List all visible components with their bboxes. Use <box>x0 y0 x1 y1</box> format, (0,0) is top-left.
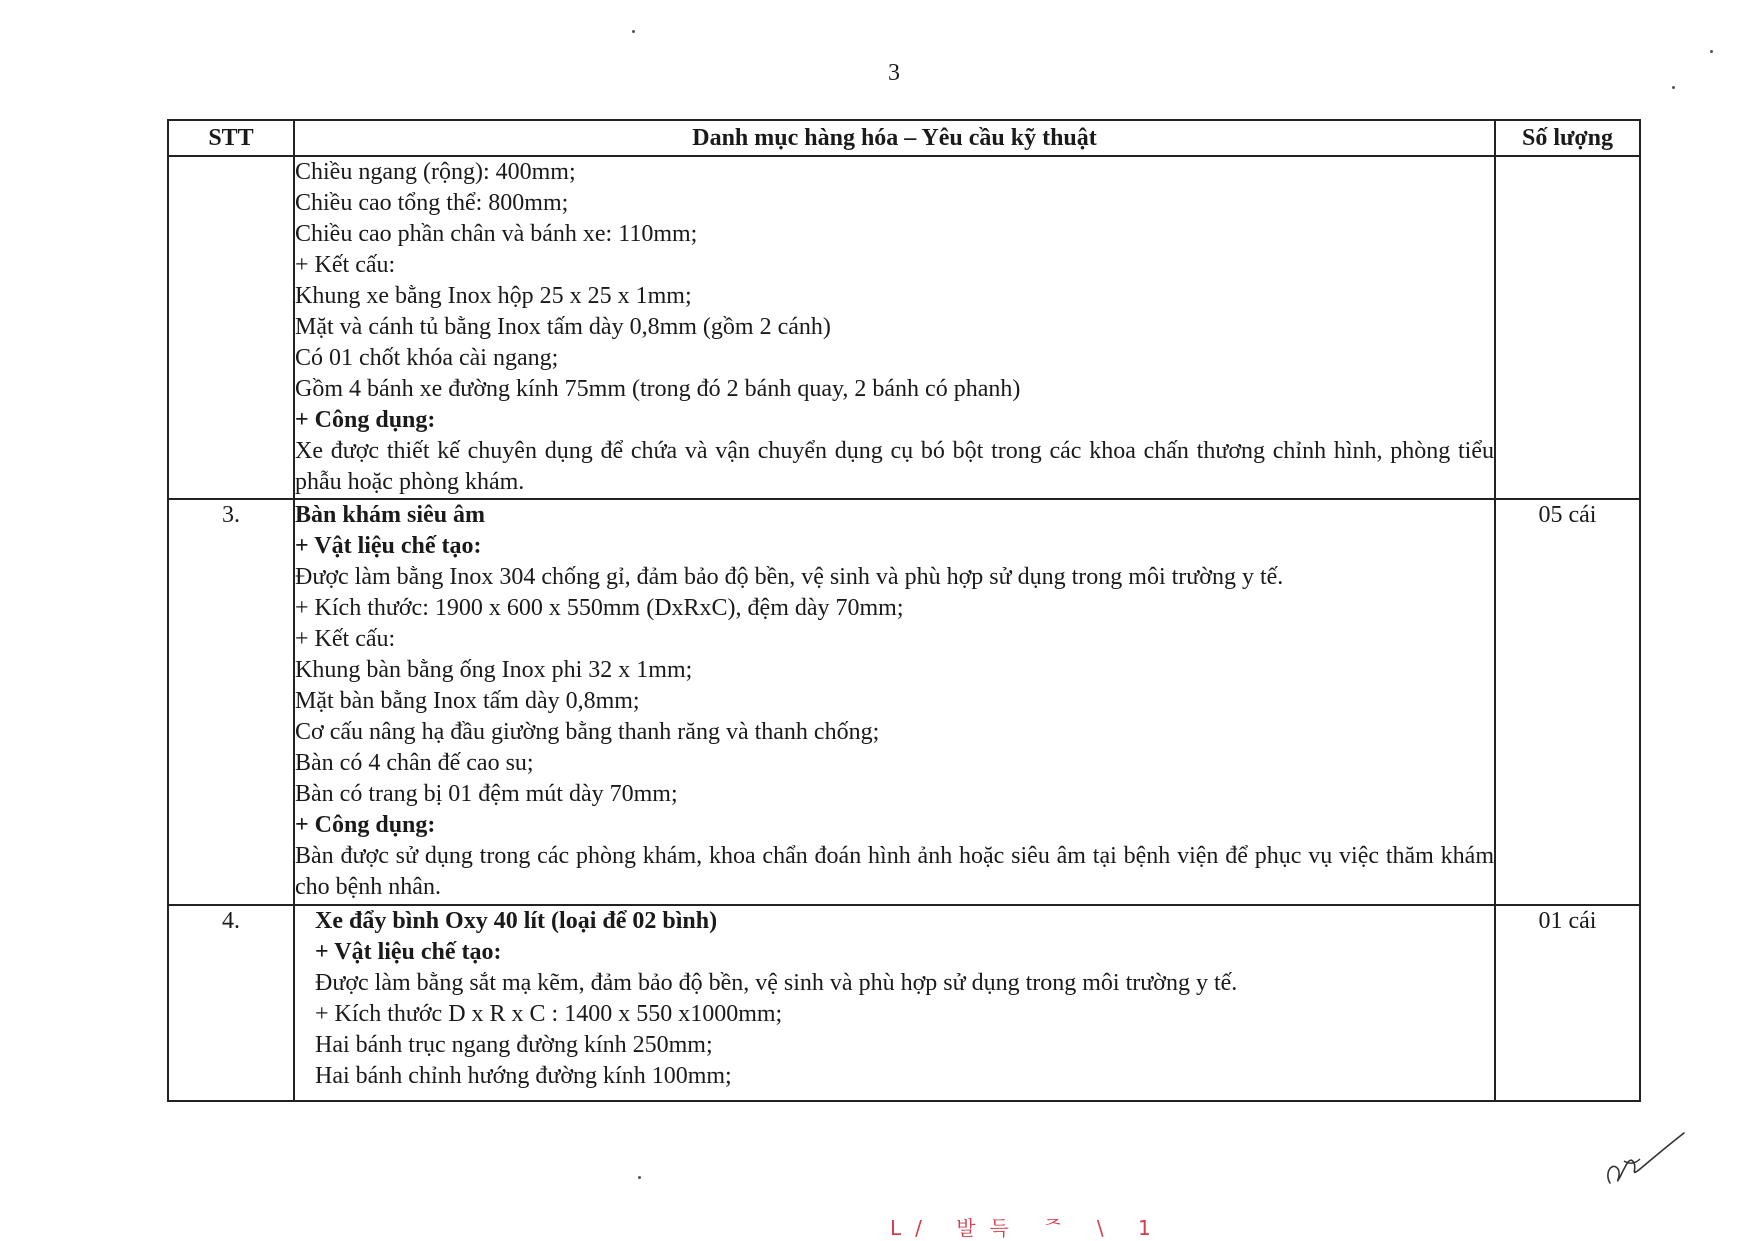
section-heading: + Vật liệu chế tạo: <box>295 533 482 559</box>
spec-line: Mặt bàn bằng Inox tấm dày 0,8mm; <box>295 688 640 714</box>
table-row <box>168 499 1640 905</box>
row-quantity: 01 cái <box>1495 905 1640 1101</box>
specification-table <box>167 119 1641 1102</box>
spec-line: Cơ cấu nâng hạ đầu giường bằng thanh răng và thanh chống; <box>295 719 880 745</box>
spec-line: Xe được thiết kế chuyên dụng để chứa và vận chuyển dụng cụ bó bột trong các khoa chấn thương chỉnh hình, phòng tiểu phẫu hoặc phòng khám. <box>295 438 1494 495</box>
signature-initials <box>1600 1125 1690 1195</box>
row-quantity <box>1495 156 1640 499</box>
spec-line: Hai bánh chỉnh hướng đường kính 100mm; <box>315 1063 732 1089</box>
row-description <box>294 156 1495 499</box>
row-description <box>294 905 1495 1101</box>
stamp-marks: L/ 발득 ᄌ \ 1 <box>890 1216 1165 1240</box>
spec-line: Khung xe bằng Inox hộp 25 x 25 x 1mm; <box>295 283 692 309</box>
spec-line: Khung bàn bằng ống Inox phi 32 x 1mm; <box>295 657 693 683</box>
spec-line: Bàn có 4 chân đế cao su; <box>295 750 534 776</box>
spec-line: Hai bánh trục ngang đường kính 250mm; <box>315 1032 713 1058</box>
section-heading: + Công dụng: <box>295 407 436 433</box>
item-title: Bàn khám siêu âm <box>295 502 486 528</box>
row-quantity: 05 cái <box>1495 499 1640 905</box>
section-heading: + Công dụng: <box>295 812 436 838</box>
row-stt: 4. <box>168 905 294 1101</box>
scan-speck <box>638 1176 641 1179</box>
scan-speck <box>632 30 635 33</box>
spec-line: Chiều cao tổng thể: 800mm; <box>295 190 569 216</box>
table-header-row <box>168 120 1640 156</box>
spec-line: Bàn có trang bị 01 đệm mút dày 70mm; <box>295 781 678 807</box>
spec-line: Chiều ngang (rộng): 400mm; <box>295 159 576 185</box>
header-quantity: Số lượng <box>1495 120 1640 156</box>
section-heading: + Vật liệu chế tạo: <box>315 939 502 965</box>
scan-speck <box>1672 86 1675 89</box>
row-description <box>294 499 1495 905</box>
spec-line: + Kích thước: 1900 x 600 x 550mm (DxRxC), đệm dày 70mm; <box>295 595 904 621</box>
row-stt: 3. <box>168 499 294 905</box>
page-number: 3 <box>888 60 900 86</box>
spec-line: Bàn được sử dụng trong các phòng khám, khoa chẩn đoán hình ảnh hoặc siêu âm tại bệnh viện để phục vụ việc thăm khám cho bệnh nhân. <box>295 843 1494 900</box>
spec-line: Mặt và cánh tủ bằng Inox tấm dày 0,8mm (gồm 2 cánh) <box>295 314 831 340</box>
spec-line: Chiều cao phần chân và bánh xe: 110mm; <box>295 221 698 247</box>
spec-line: + Kích thước D x R x C : 1400 x 550 x1000mm; <box>315 1001 783 1027</box>
scan-speck <box>1710 50 1713 53</box>
spec-line: Gồm 4 bánh xe đường kính 75mm (trong đó 2 bánh quay, 2 bánh có phanh) <box>295 376 1021 402</box>
spec-line: Có 01 chốt khóa cài ngang; <box>295 345 559 371</box>
spec-line: + Kết cấu: <box>295 252 396 278</box>
header-stt: STT <box>168 120 294 156</box>
spec-line: Được làm bằng Inox 304 chống gỉ, đảm bảo độ bền, vệ sinh và phù hợp sử dụng trong môi trường y tế. <box>295 564 1284 590</box>
table-row <box>168 156 1640 499</box>
spec-line: Được làm bằng sắt mạ kẽm, đảm bảo độ bền, vệ sinh và phù hợp sử dụng trong môi trường y tế. <box>315 970 1238 996</box>
row-stt <box>168 156 294 499</box>
table-row <box>168 905 1640 1101</box>
item-title: Xe đẩy bình Oxy 40 lít (loại để 02 bình) <box>315 908 718 934</box>
spec-line: + Kết cấu: <box>295 626 396 652</box>
header-description: Danh mục hàng hóa – Yêu cầu kỹ thuật <box>294 120 1495 156</box>
